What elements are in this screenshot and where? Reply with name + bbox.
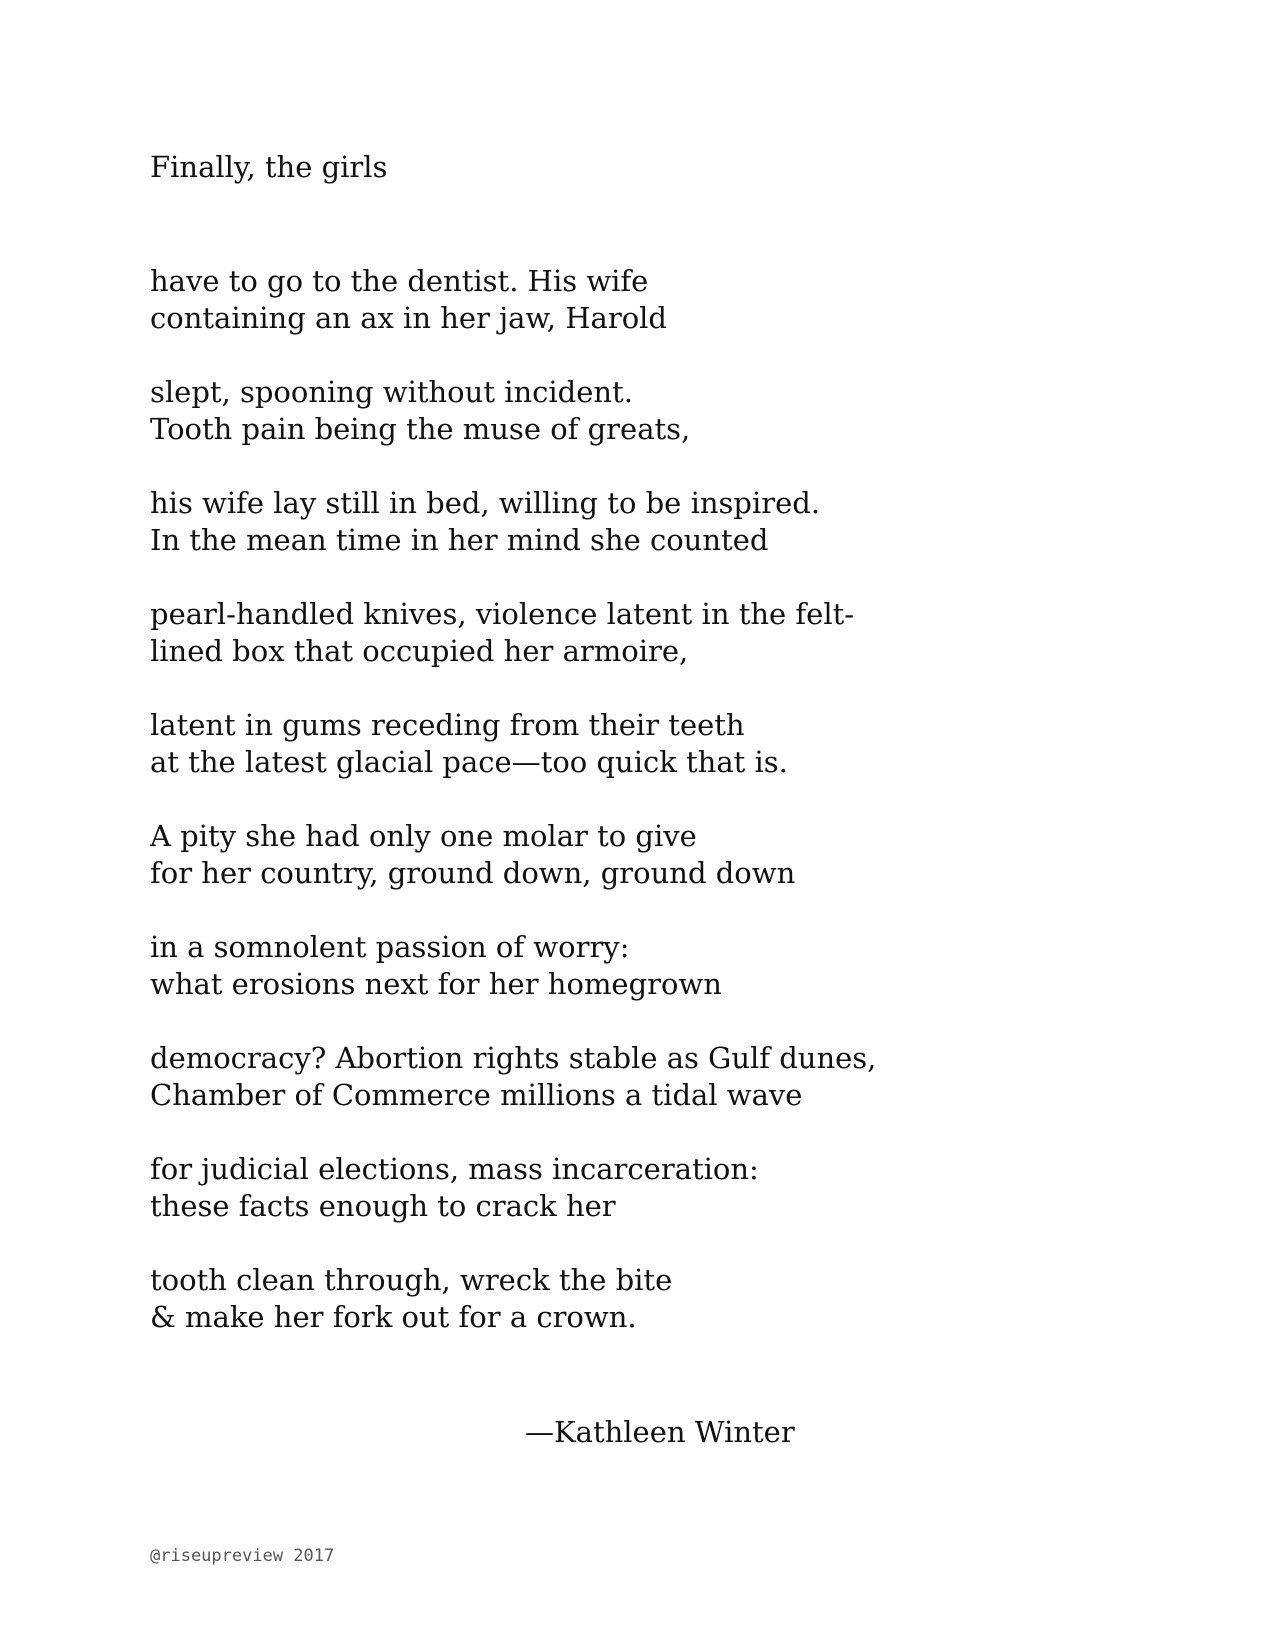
poem-line: containing an ax in her jaw, Harold xyxy=(150,301,667,335)
poem-line: slept, spooning without incident. xyxy=(150,375,633,409)
poem-line: pearl-handled knives, violence latent in the felt- xyxy=(150,597,855,631)
poem-line: in a somnolent passion of worry: xyxy=(150,930,630,964)
stanza xyxy=(150,374,1050,448)
stanza xyxy=(150,1151,1050,1225)
poem-line: democracy? Abortion rights stable as Gulf dunes, xyxy=(150,1041,877,1075)
poem-line: these facts enough to crack her xyxy=(150,1189,616,1223)
poem-line: for her country, ground down, ground down xyxy=(150,856,796,890)
stanza xyxy=(150,1262,1050,1336)
stanza xyxy=(150,929,1050,1003)
poem-line: Tooth pain being the muse of greats, xyxy=(150,412,691,446)
poem-author: —Kathleen Winter xyxy=(525,1415,795,1449)
poem-line: for judicial elections, mass incarceration: xyxy=(150,1152,759,1186)
stanza xyxy=(150,818,1050,892)
poem-line: his wife lay still in bed, willing to be inspired. xyxy=(150,486,821,520)
poem-line: what erosions next for her homegrown xyxy=(150,967,722,1001)
poem-line: & make her fork out for a crown. xyxy=(150,1300,637,1334)
poem-line: at the latest glacial pace—too quick that is. xyxy=(150,745,788,779)
poem-title: Finally, the girls xyxy=(150,150,388,184)
poem-line: Chamber of Commerce millions a tidal wave xyxy=(150,1078,803,1112)
poem-line: tooth clean through, wreck the bite xyxy=(150,1263,673,1297)
stanza xyxy=(150,485,1050,559)
poem-body xyxy=(150,263,1050,1373)
poem-line: In the mean time in her mind she counted xyxy=(150,523,769,557)
stanza xyxy=(150,596,1050,670)
footer-credit: @riseupreview 2017 xyxy=(150,1546,335,1566)
stanza xyxy=(150,263,1050,337)
poem-line: have to go to the dentist. His wife xyxy=(150,264,649,298)
stanza xyxy=(150,1040,1050,1114)
stanza xyxy=(150,707,1050,781)
poem-line: lined box that occupied her armoire, xyxy=(150,634,689,668)
poem-line: A pity she had only one molar to give xyxy=(150,819,697,853)
poem-line: latent in gums receding from their teeth xyxy=(150,708,745,742)
